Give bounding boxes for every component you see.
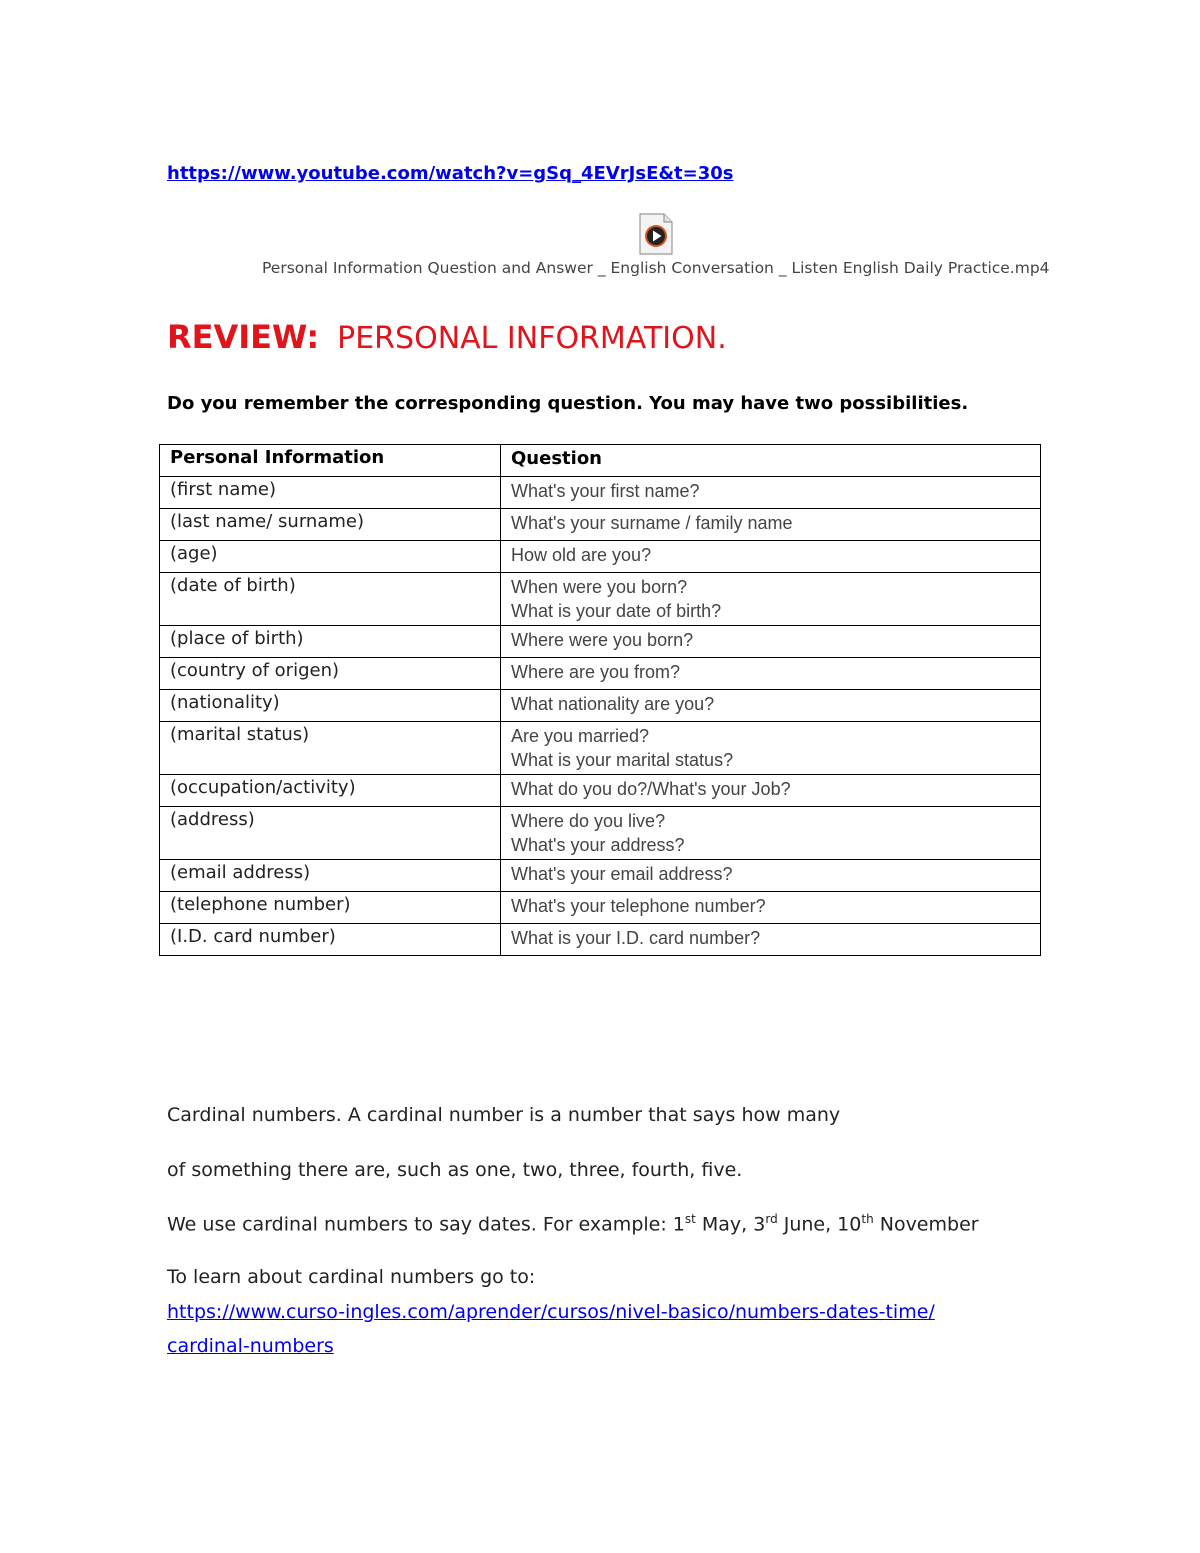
title-topic: PERSONAL INFORMATION. — [337, 321, 727, 356]
question-text: What's your surname / family name — [511, 513, 793, 533]
table-row — [160, 509, 1041, 541]
table-row — [160, 807, 1041, 860]
question-text: Where were you born? — [511, 630, 694, 650]
header-personal-information: Personal Information — [160, 445, 501, 477]
cardinal-definition-line1: Cardinal numbers. A cardinal number is a number that says how many — [167, 1104, 841, 1126]
question-text: Where do you live? — [511, 811, 666, 831]
dates-text-d: November — [873, 1213, 979, 1236]
question-cell — [501, 775, 1041, 807]
table-row — [160, 541, 1041, 573]
personal-information-cell: (first name) — [160, 477, 501, 509]
question-text-alt: What is your date of birth? — [511, 601, 722, 621]
table-row — [160, 775, 1041, 807]
sup-rd: rd — [765, 1212, 778, 1226]
question-text-alt: What is your marital status? — [511, 750, 734, 770]
personal-information-cell: (last name/ surname) — [160, 509, 501, 541]
dates-text-c: June, 10 — [777, 1213, 862, 1236]
sup-th: th — [861, 1212, 874, 1226]
question-text: What's your email address? — [511, 864, 733, 884]
personal-information-cell: (occupation/activity) — [160, 775, 501, 807]
personal-information-cell: (age) — [160, 541, 501, 573]
dates-text-b: May, 3 — [695, 1213, 766, 1236]
video-file-icon[interactable] — [639, 213, 673, 255]
question-cell — [501, 892, 1041, 924]
table-row — [160, 477, 1041, 509]
question-cell — [501, 690, 1041, 722]
question-cell — [501, 658, 1041, 690]
personal-information-cell: (nationality) — [160, 690, 501, 722]
table-row — [160, 690, 1041, 722]
question-cell — [501, 722, 1041, 775]
table-row — [160, 626, 1041, 658]
curso-ingles-link-line2[interactable]: cardinal-numbers — [167, 1335, 334, 1357]
table-row — [160, 860, 1041, 892]
question-text: What's your first name? — [511, 481, 700, 501]
personal-information-table — [159, 444, 1041, 956]
question-text: What's your telephone number? — [511, 896, 766, 916]
table-row — [160, 573, 1041, 626]
table-row — [160, 892, 1041, 924]
youtube-link[interactable]: https://www.youtube.com/watch?v=gSq_4EVrJsE&t=30s — [167, 163, 734, 184]
question-cell — [501, 477, 1041, 509]
sup-st: st — [684, 1212, 696, 1226]
question-cell — [501, 924, 1041, 956]
title-review: REVIEW: — [167, 318, 320, 356]
header-question: Question — [501, 445, 1041, 477]
personal-information-cell: (address) — [160, 807, 501, 860]
personal-information-cell: (date of birth) — [160, 573, 501, 626]
question-cell — [501, 541, 1041, 573]
attachment-caption: Personal Information Question and Answer _ English Conversation _ Listen English Daily Practice.mp4 — [262, 259, 1050, 277]
question-cell — [501, 860, 1041, 892]
table-row — [160, 722, 1041, 775]
question-text: What is your I.D. card number? — [511, 928, 761, 948]
question-cell — [501, 807, 1041, 860]
cardinal-dates-example — [167, 1212, 979, 1235]
question-text: Are you married? — [511, 726, 650, 746]
learn-more-text: To learn about cardinal numbers go to: — [167, 1266, 536, 1288]
question-text: When were you born? — [511, 577, 688, 597]
table-row — [160, 924, 1041, 956]
question-text: How old are you? — [511, 545, 652, 565]
instruction-text: Do you remember the corresponding question. You may have two possibilities. — [167, 393, 969, 414]
dates-text-a: We use cardinal numbers to say dates. For example: 1 — [167, 1213, 685, 1236]
cardinal-definition-line2: of something there are, such as one, two, three, fourth, five. — [167, 1159, 743, 1181]
question-text: Where are you from? — [511, 662, 681, 682]
personal-information-cell: (marital status) — [160, 722, 501, 775]
question-cell — [501, 573, 1041, 626]
question-cell — [501, 626, 1041, 658]
personal-information-cell: (telephone number) — [160, 892, 501, 924]
question-text-alt: What's your address? — [511, 835, 685, 855]
personal-information-cell: (country of origen) — [160, 658, 501, 690]
table-header-row — [160, 445, 1041, 477]
question-cell — [501, 509, 1041, 541]
question-text: What do you do?/What's your Job? — [511, 779, 791, 799]
curso-ingles-link-line1[interactable]: https://www.curso-ingles.com/aprender/cursos/nivel-basico/numbers-dates-time/ — [167, 1301, 935, 1323]
page-title — [167, 318, 727, 356]
personal-information-cell: (email address) — [160, 860, 501, 892]
personal-information-cell: (I.D. card number) — [160, 924, 501, 956]
table-row — [160, 658, 1041, 690]
question-text: What nationality are you? — [511, 694, 715, 714]
personal-information-cell: (place of birth) — [160, 626, 501, 658]
